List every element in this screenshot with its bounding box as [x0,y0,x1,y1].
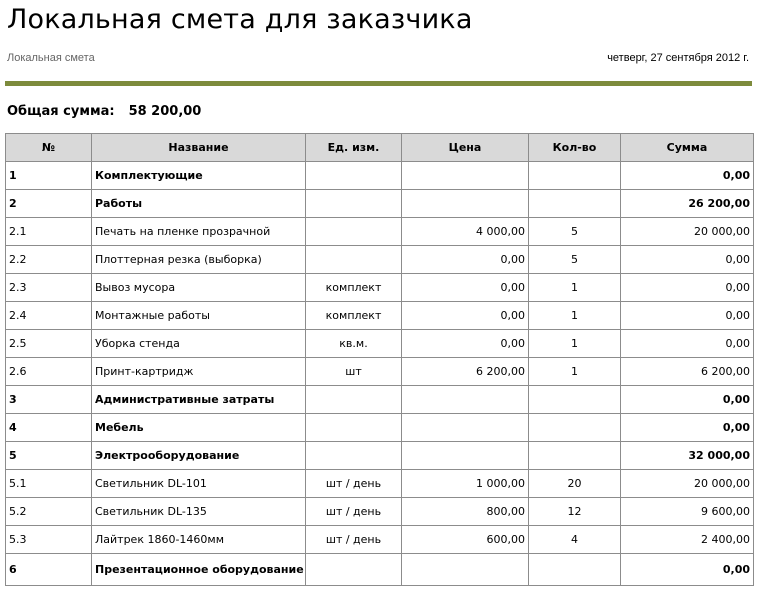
cell-price [402,414,529,442]
table-row [6,358,754,386]
cell-quantity: 5 [529,218,621,246]
cell-number: 2.5 [6,330,92,358]
document-subtitle: Локальная смета [7,52,95,64]
cell-price: 4 000,00 [402,218,529,246]
cell-unit [306,246,402,274]
cell-name: Печать на пленке прозрачной [92,218,306,246]
cell-number: 5 [6,442,92,470]
cell-price: 0,00 [402,274,529,302]
table-row [6,498,754,526]
cell-unit: комплект [306,274,402,302]
cell-quantity [529,162,621,190]
column-header-number: № [6,134,92,162]
cell-number: 1 [6,162,92,190]
table-row-group [6,554,754,586]
cell-name: Лайтрек 1860-1460мм [92,526,306,554]
total-label: Общая сумма: [7,104,115,119]
cell-unit: шт / день [306,526,402,554]
cell-number: 2.4 [6,302,92,330]
cell-quantity: 4 [529,526,621,554]
cell-name: Административные затраты [92,386,306,414]
cell-name: Монтажные работы [92,302,306,330]
table-row-group [6,442,754,470]
cell-unit [306,386,402,414]
cell-price: 1 000,00 [402,470,529,498]
column-header-sum: Сумма [621,134,754,162]
cell-sum: 20 000,00 [621,218,754,246]
table-row [6,246,754,274]
cell-price [402,386,529,414]
table-row [6,470,754,498]
cell-unit [306,218,402,246]
cell-number: 5.1 [6,470,92,498]
cell-price: 6 200,00 [402,358,529,386]
total-summary [7,104,201,119]
table-row-group [6,386,754,414]
cell-name: Электрооборудование [92,442,306,470]
cell-quantity [529,414,621,442]
cell-unit [306,442,402,470]
cell-quantity: 1 [529,330,621,358]
cell-name: Работы [92,190,306,218]
cell-number: 2 [6,190,92,218]
cell-sum: 0,00 [621,386,754,414]
column-header-price: Цена [402,134,529,162]
cell-name: Комплектующие [92,162,306,190]
cell-sum: 0,00 [621,302,754,330]
cell-quantity: 1 [529,302,621,330]
cell-unit: шт / день [306,498,402,526]
cell-price: 0,00 [402,302,529,330]
cell-number: 2.3 [6,274,92,302]
table-row-group [6,414,754,442]
total-value: 58 200,00 [128,104,202,119]
cell-sum: 6 200,00 [621,358,754,386]
cell-sum: 0,00 [621,414,754,442]
cell-unit [306,162,402,190]
cell-price [402,162,529,190]
cell-name: Презентационное оборудование [92,554,306,586]
cell-price [402,190,529,218]
cell-sum: 9 600,00 [621,498,754,526]
cell-quantity: 1 [529,358,621,386]
cell-name: Светильник DL-101 [92,470,306,498]
cell-quantity [529,386,621,414]
estimate-table [5,133,754,586]
cell-unit: кв.м. [306,330,402,358]
page-title: Локальная смета для заказчика [7,4,473,35]
cell-sum: 32 000,00 [621,442,754,470]
cell-sum: 0,00 [621,162,754,190]
cell-unit [306,554,402,586]
cell-number: 5.2 [6,498,92,526]
cell-quantity [529,190,621,218]
table-body [6,162,754,586]
cell-number: 5.3 [6,526,92,554]
cell-sum: 2 400,00 [621,526,754,554]
cell-sum: 20 000,00 [621,470,754,498]
column-header-unit: Ед. изм. [306,134,402,162]
cell-name: Плоттерная резка (выборка) [92,246,306,274]
cell-sum: 0,00 [621,274,754,302]
table-row-group [6,162,754,190]
cell-unit: шт / день [306,470,402,498]
accent-divider [5,81,752,86]
table-row [6,330,754,358]
cell-unit: шт [306,358,402,386]
cell-quantity: 20 [529,470,621,498]
table-row [6,526,754,554]
cell-quantity [529,442,621,470]
document-date: четверг, 27 сентября 2012 г. [607,52,749,64]
cell-quantity [529,554,621,586]
column-header-name: Название [92,134,306,162]
cell-number: 2.6 [6,358,92,386]
cell-price: 0,00 [402,246,529,274]
cell-price: 800,00 [402,498,529,526]
table-row [6,218,754,246]
cell-sum: 26 200,00 [621,190,754,218]
cell-unit [306,414,402,442]
table-header [6,134,754,162]
cell-name: Уборка стенда [92,330,306,358]
cell-unit: комплект [306,302,402,330]
cell-number: 2.2 [6,246,92,274]
cell-number: 4 [6,414,92,442]
cell-price [402,442,529,470]
cell-number: 6 [6,554,92,586]
cell-name: Мебель [92,414,306,442]
table-row [6,274,754,302]
cell-quantity: 5 [529,246,621,274]
cell-quantity: 1 [529,274,621,302]
cell-sum: 0,00 [621,246,754,274]
cell-price: 600,00 [402,526,529,554]
cell-unit [306,190,402,218]
cell-price [402,554,529,586]
cell-price: 0,00 [402,330,529,358]
cell-sum: 0,00 [621,330,754,358]
cell-number: 2.1 [6,218,92,246]
cell-quantity: 12 [529,498,621,526]
cell-name: Принт-картридж [92,358,306,386]
table-row-group [6,190,754,218]
cell-number: 3 [6,386,92,414]
cell-name: Вывоз мусора [92,274,306,302]
cell-sum: 0,00 [621,554,754,586]
cell-name: Светильник DL-135 [92,498,306,526]
table-row [6,302,754,330]
column-header-quantity: Кол-во [529,134,621,162]
